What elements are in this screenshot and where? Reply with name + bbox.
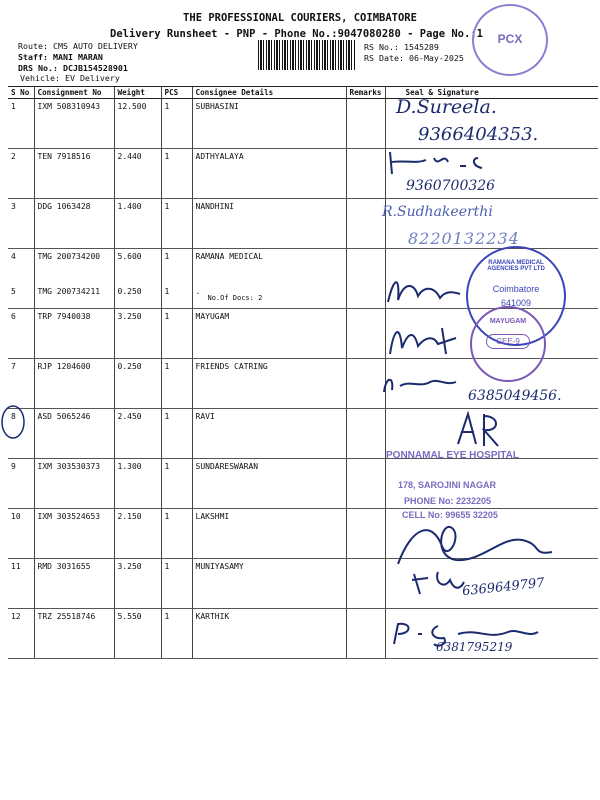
row-consignment: RMD 3031655 (34, 559, 114, 609)
table-row (8, 149, 598, 199)
row-consignment: ASD 5065246 (34, 409, 114, 459)
row-pcs: 1 (161, 249, 192, 284)
ramana-stamp-city: Coimbatore (492, 284, 540, 294)
row-sno: 9 (8, 459, 34, 509)
signature-12-phone: 6381795219 (436, 640, 513, 654)
row-sno: 10 (8, 509, 34, 559)
row-consignee: ADTHYALAYA (192, 149, 346, 199)
rs-date: RS Date: 06-May-2025 (364, 53, 464, 63)
row-pcs: 1 (161, 309, 192, 359)
signature-1-name: D.Sureela. (396, 96, 497, 118)
row-weight: 3.250 (114, 559, 161, 609)
staff-info: Staff: MANI MARAN (18, 52, 103, 62)
row-remarks (346, 249, 385, 284)
rs-number: RS No.: 1545289 (364, 42, 439, 52)
barcode (258, 40, 356, 70)
pcx-stamp-label: PCX (497, 32, 523, 46)
signature-10-scribble (392, 516, 562, 576)
table-header-row (8, 87, 598, 99)
col-sno: S No (8, 87, 34, 99)
row-weight: 3.250 (114, 309, 161, 359)
row-remarks (346, 284, 385, 309)
row-pcs: 1 (161, 459, 192, 509)
mayugam-stamp-code: CEE-9 (486, 334, 530, 349)
row-pcs: 1 (161, 99, 192, 149)
row-weight: 1.400 (114, 199, 161, 249)
row-sno: 12 (8, 609, 34, 659)
row-consignment: TMG 200734200 (34, 249, 114, 284)
row-consignee: MAYUGAM (192, 309, 346, 359)
row-sno: 6 (8, 309, 34, 359)
route-info: Route: CMS AUTO DELIVERY (18, 41, 138, 51)
row-pcs: 1 (161, 559, 192, 609)
col-consignment: Consignment No (34, 87, 114, 99)
row-pcs: 1 (161, 409, 192, 459)
row-weight: 0.250 (114, 359, 161, 409)
row-remarks (346, 149, 385, 199)
row-consignee: SUBHASINI (192, 99, 346, 149)
row-remarks (346, 99, 385, 149)
row-weight: 2.150 (114, 509, 161, 559)
mayugam-stamp-name: MAYUGAM (489, 318, 527, 325)
col-remarks: Remarks (346, 87, 385, 99)
row-weight: 1.300 (114, 459, 161, 509)
row-sno: 1 (8, 99, 34, 149)
hospital-stamp-cell: CELL No: 99655 32205 (402, 510, 498, 520)
row-weight: 12.500 (114, 99, 161, 149)
signature-11-scribble (408, 568, 468, 598)
row-consignment: IXM 303524653 (34, 509, 114, 559)
row-sno: 3 (8, 199, 34, 249)
row-consignment: TMG 200734211 (34, 284, 114, 309)
row-sno: 2 (8, 149, 34, 199)
row-pcs: 1 (161, 609, 192, 659)
company-title: THE PROFESSIONAL COURIERS, COIMBATORE (183, 12, 417, 24)
row-consignee: RAMANA MEDICAL (192, 249, 346, 284)
ramana-stamp-pin: 641009 (500, 298, 532, 308)
row-consignment: RJP 1204600 (34, 359, 114, 409)
row-consignment: TRZ 25518746 (34, 609, 114, 659)
row-consignment: TRP 7940038 (34, 309, 114, 359)
signature-7-scribble (380, 372, 470, 396)
signature-8-scribble (454, 410, 514, 450)
row-consignment: TEN 7918516 (34, 149, 114, 199)
signature-2-phone: 9360700326 (406, 178, 496, 194)
runsheet-subtitle: Delivery Runsheet - PNP - Phone No.:9047080280 - Page No.:1 (110, 28, 483, 40)
row-consignee: NANDHINI (192, 199, 346, 249)
row-weight: 2.440 (114, 149, 161, 199)
col-details: Consignee Details (192, 87, 346, 99)
mayugam-stamp (470, 306, 546, 382)
row-consignee (192, 284, 346, 309)
hospital-stamp-address: 178, SAROJINI NAGAR (398, 480, 497, 490)
signature-2-scribble (386, 148, 506, 178)
row-pcs: 1 (161, 199, 192, 249)
signature-7-phone: 6385049456. (468, 388, 562, 404)
row-pcs: 1 (161, 149, 192, 199)
row-pcs: 1 (161, 284, 192, 309)
row-sno: 8 (8, 409, 34, 459)
signature-11-phone: 6369649797 (461, 575, 546, 600)
row-weight: 0.250 (114, 284, 161, 309)
row-consignee: MUNIYASAMY (192, 559, 346, 609)
row-consignee: KARTHIK (192, 609, 346, 659)
row-remarks (346, 559, 385, 609)
row-sno: 5 (8, 284, 34, 309)
row-consignee: FRIENDS CATRING (192, 359, 346, 409)
docs-count: No.Of Docs: 2 (207, 293, 263, 302)
signature-3-phone: 8220132234 (408, 229, 520, 248)
pcx-stamp (472, 4, 548, 76)
row-weight: 2.450 (114, 409, 161, 459)
row-pcs: 1 (161, 359, 192, 409)
row-pcs: 1 (161, 509, 192, 559)
row-consignee: RAVI (192, 409, 346, 459)
drs-number: DRS No.: DCJB154528901 (18, 63, 128, 73)
row-sno: 4 (11, 252, 16, 261)
row-sno: 7 (8, 359, 34, 409)
row-consignment: IXM 508310943 (34, 99, 114, 149)
row-remarks (346, 409, 385, 459)
row-consignee: SUNDARESWARAN (192, 459, 346, 509)
row-remarks (346, 309, 385, 359)
hospital-stamp-phone: PHONE No: 2232205 (404, 496, 492, 506)
signature-4-scribble (384, 272, 464, 312)
signature-1-phone: 9366404353. (418, 124, 539, 145)
signature-6-scribble (386, 318, 476, 358)
row-remarks (346, 199, 385, 249)
table-row (8, 459, 598, 509)
row-consignment: DDG 1063428 (34, 199, 114, 249)
ramana-stamp-name: RAMANA MEDICAL AGENCIES PVT LTD (487, 260, 545, 272)
col-pcs: PCS (161, 87, 192, 99)
row-remarks (346, 609, 385, 659)
row-weight: 5.550 (114, 609, 161, 659)
vehicle-info: Vehicle: EV Delivery (20, 73, 120, 83)
col-signature: Seal & Signature (385, 87, 598, 99)
hospital-stamp-title: PONNAMAL EYE HOSPITAL (386, 450, 519, 461)
row-consignment: IXM 303530373 (34, 459, 114, 509)
row-weight: 5.600 (114, 249, 161, 284)
col-weight: Weight (114, 87, 161, 99)
consignee-name: . (195, 286, 201, 296)
row-consignee: LAKSHMI (192, 509, 346, 559)
row-sno: 11 (8, 559, 34, 609)
row-remarks (346, 459, 385, 509)
signature-3-name: R.Sudhakeerthi (382, 204, 493, 220)
row-8-circle-mark (0, 404, 30, 444)
row-remarks (346, 509, 385, 559)
